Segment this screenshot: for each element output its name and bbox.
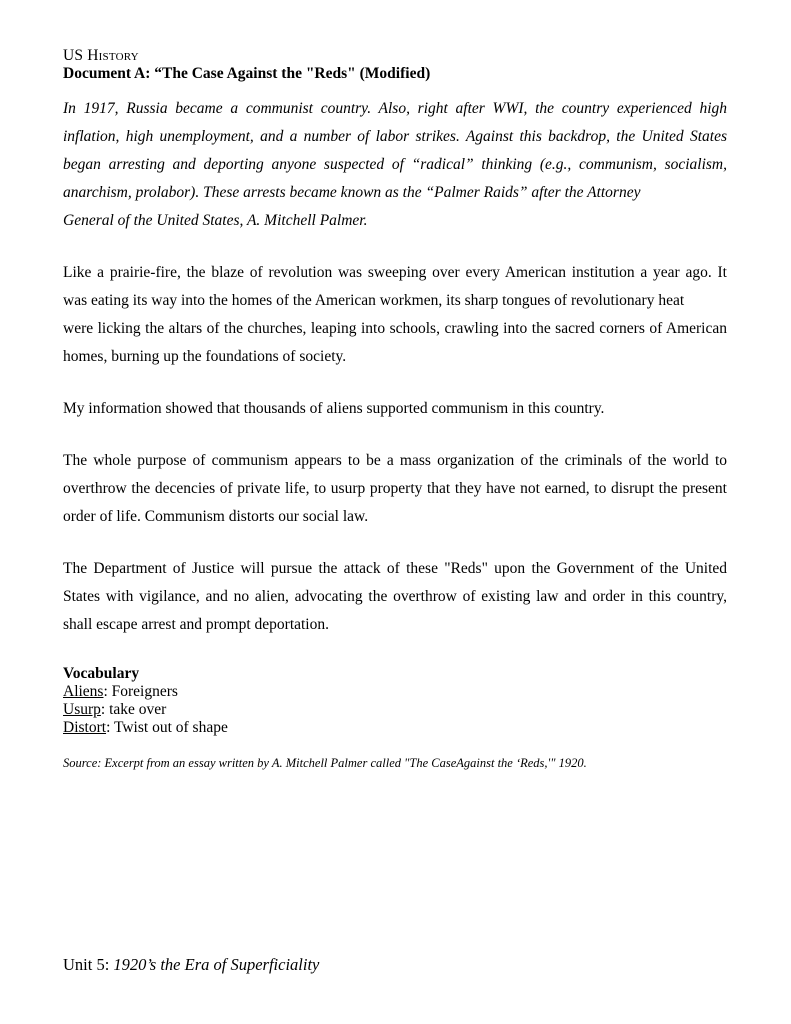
paragraph-line: My information showed that thousands of aliens supported communism in this country. [63,400,605,417]
document-body [63,95,727,639]
paragraph-department-of-justice [63,555,727,639]
paragraph-line: homes, burning up the foundations of society. [63,348,347,365]
source-note: Source: Excerpt from an essay written by A. Mitchell Palmer called "The CaseAgainst the ‘Reds,'" 1920. [63,756,587,770]
intro-paragraph [63,95,727,235]
paragraph-prairie-fire [63,259,727,371]
paragraph-line: anarchism, prolabor). These arrests became known as the “Palmer Raids” after the Attorney [63,184,641,201]
paragraph-line: were licking the altars of the churches, leaping into schools, crawling into the sacred corners of American [63,320,727,337]
vocabulary-entries [63,683,727,737]
paragraph-line: The Department of Justice will pursue the attack of these "Reds" upon the Government of the United [63,560,727,577]
paragraph-information [63,395,727,423]
paragraph-line: Like a prairie-fire, the blaze of revolution was sweeping over every American institution a year ago. It [63,264,727,281]
paragraph-line: inflation, high unemployment, and a number of labor strikes. Against this backdrop, the United States [63,128,727,145]
paragraph-line: was eating its way into the homes of the American workmen, its sharp tongues of revolutionary heat [63,292,685,309]
paragraph-line: The whole purpose of communism appears to be a mass organization of the criminals of the world to [63,452,727,469]
paragraph-line: overthrow the decencies of private life, to usurp property that they have not earned, to disrupt the present [63,480,727,497]
paragraph-line: States with vigilance, and no alien, advocating the overthrow of existing law and order in this country, [63,588,727,605]
vocabulary-entry [63,701,727,719]
document-title: Document A: “The Case Against the "Reds" (Modified) [63,65,431,82]
paragraph-whole-purpose [63,447,727,531]
footer-unit-label [63,954,319,976]
vocabulary-section [63,665,727,737]
footer-unit-prefix: Unit 5: [63,955,114,974]
vocabulary-entry [63,719,727,737]
vocabulary-definition: : Foreigners [103,683,178,700]
paragraph-line: order of life. Communism distorts our social law. [63,508,369,525]
vocabulary-definition: : take over [100,701,167,718]
vocabulary-entry [63,683,727,701]
course-label: US History [63,47,139,64]
vocabulary-heading: Vocabulary [63,665,140,682]
vocabulary-definition: : Twist out of shape [106,719,228,736]
footer-unit-title: 1920’s the Era of Superficiality [113,955,320,974]
paragraph-line: In 1917, Russia became a communist country. Also, right after WWI, the country experienced high [63,100,727,117]
vocabulary-term: Distort [63,719,107,736]
paragraph-line: shall escape arrest and prompt deportation. [63,616,329,633]
paragraph-line: General of the United States, A. Mitchell Palmer. [63,212,368,229]
vocabulary-term: Usurp [63,701,101,718]
vocabulary-term: Aliens [63,683,104,700]
paragraph-line: began arresting and deporting anyone suspected of “radical” thinking (e.g., communism, socialism, [63,156,727,173]
